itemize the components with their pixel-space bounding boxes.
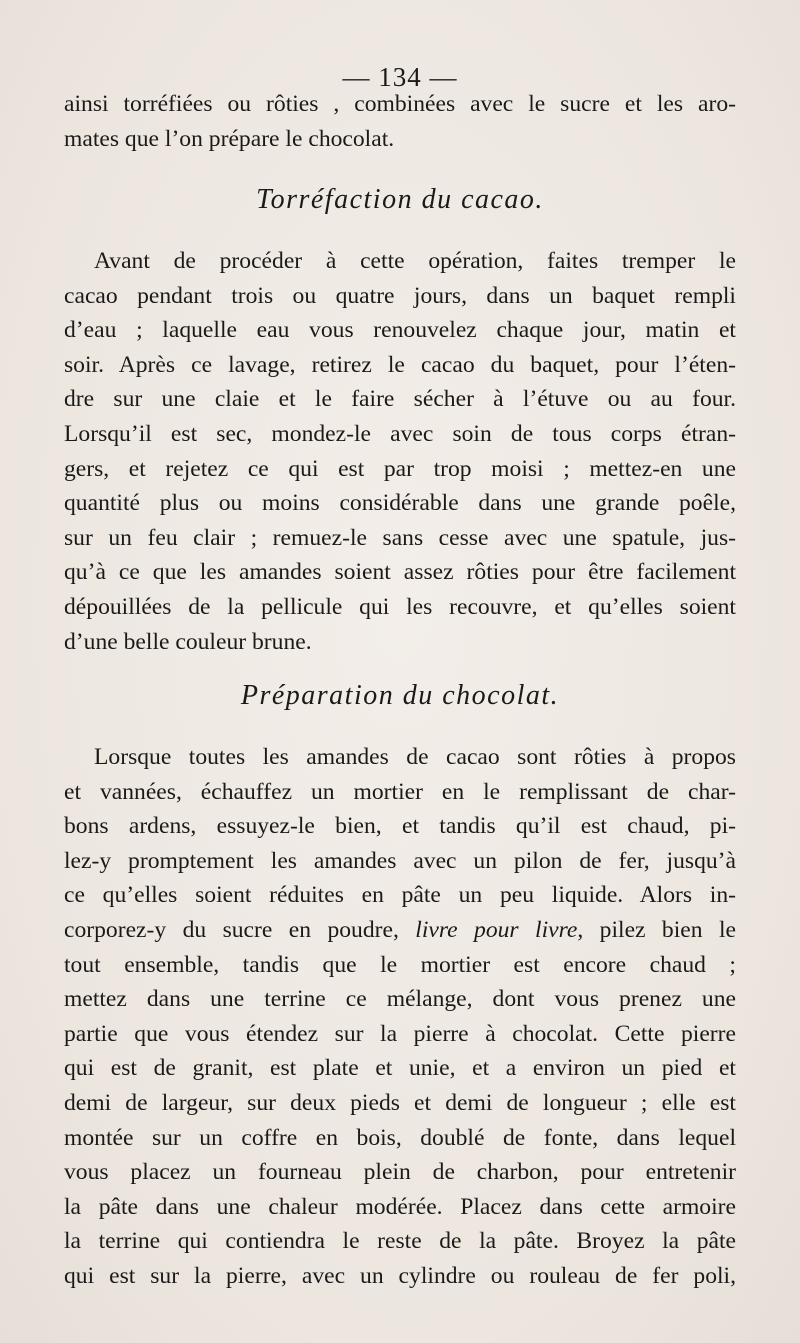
text-line: dépouillées de la pellicule qui les recouvre, et qu’elles soient bbox=[64, 593, 736, 620]
intro-paragraph bbox=[64, 87, 736, 156]
text-line: dre sur une claie et le faire sécher à l’étuve ou au four. bbox=[64, 386, 736, 413]
text-line: ainsi torréfiées ou rôties , combinées avec le sucre et les aro- bbox=[64, 91, 736, 117]
text-line: montée sur un coffre en bois, doublé de fonte, dans lequel bbox=[64, 1124, 736, 1151]
paragraph-preparation bbox=[64, 740, 736, 1294]
text-line: vous placez un fourneau plein de charbon, pour entretenir bbox=[64, 1159, 736, 1186]
text-line: qu’à ce que les amandes soient assez rôties pour être facilement bbox=[64, 559, 736, 586]
text-line: d’une belle couleur brune. bbox=[64, 628, 312, 655]
text-line-with-italic bbox=[64, 913, 736, 948]
text-line: d’eau ; laquelle eau vous renouvelez chaque jour, matin et bbox=[64, 317, 736, 344]
text-line: lez-y promptement les amandes avec un pilon de fer, jusqu’à bbox=[64, 847, 736, 874]
paragraph-torrefaction bbox=[64, 244, 736, 659]
section-heading-preparation: Préparation du chocolat. bbox=[240, 680, 560, 711]
text-line: bons ardens, essuyez-le bien, et tandis qu’il est chaud, pi- bbox=[64, 813, 736, 840]
text-line: Avant de procéder à cette opération, faites tremper le bbox=[94, 248, 736, 274]
text-line: qui est de granit, est plate et unie, et a environ un pied et bbox=[64, 1055, 736, 1082]
text-line: la terrine qui contiendra le reste de la pâte. Broyez la pâte bbox=[64, 1228, 736, 1255]
text-line: cacao pendant trois ou quatre jours, dans un baquet rempli bbox=[64, 282, 736, 309]
text-line: mates que l’on prépare le chocolat. bbox=[64, 125, 395, 152]
text-line: qui est sur la pierre, avec un cylindre ou rouleau de fer poli, bbox=[64, 1262, 736, 1289]
text-fragment: , pilez bien le bbox=[577, 916, 736, 943]
section-heading-torrefaction: Torréfaction du cacao. bbox=[256, 184, 544, 215]
text-line: mettez dans une terrine ce mélange, dont vous prenez une bbox=[64, 986, 736, 1013]
text-line: sur un feu clair ; remuez-le sans cesse avec une spatule, jus- bbox=[64, 524, 736, 551]
text-line: partie que vous étendez sur la pierre à chocolat. Cette pierre bbox=[64, 1020, 736, 1047]
text-line: la pâte dans une chaleur modérée. Placez dans cette armoire bbox=[64, 1193, 736, 1220]
text-line: ce qu’elles soient réduites en pâte un peu liquide. Alors in- bbox=[64, 882, 736, 909]
text-line: demi de largeur, sur deux pieds et demi de longueur ; elle est bbox=[64, 1089, 736, 1116]
page-number: — 134 — bbox=[342, 62, 458, 92]
text-line: gers, et rejetez ce qui est par trop moisi ; mettez-en une bbox=[64, 455, 736, 482]
text-line: Lorsqu’il est sec, mondez-le avec soin de tous corps étran- bbox=[64, 420, 736, 447]
italic-phrase: livre pour livre bbox=[415, 916, 578, 943]
text-line: Lorsque toutes les amandes de cacao sont rôties à propos bbox=[94, 744, 736, 770]
text-line: tout ensemble, tandis que le mortier est encore chaud ; bbox=[64, 951, 736, 978]
text-line: soir. Après ce lavage, retirez le cacao du baquet, pour l’éten- bbox=[64, 351, 736, 378]
text-line: quantité plus ou moins considérable dans une grande poêle, bbox=[64, 490, 736, 517]
text-line: et vannées, échauffez un mortier en le remplissant de char- bbox=[64, 778, 736, 805]
text-fragment: corporez-y du sucre en poudre, bbox=[64, 916, 416, 943]
